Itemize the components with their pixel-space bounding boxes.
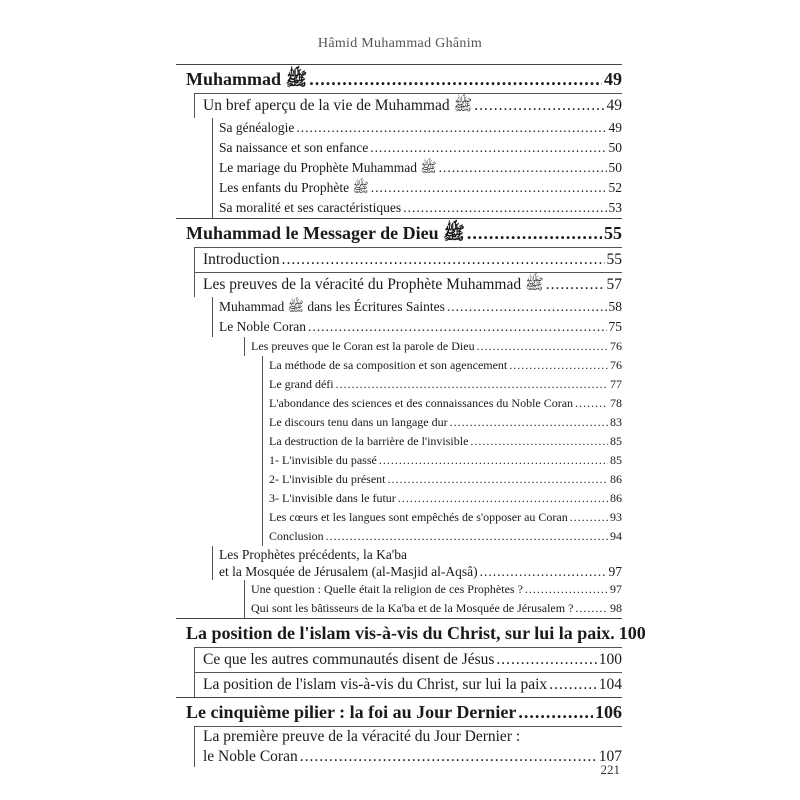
toc-entry-label: Le cinquième pilier : la foi au Jour Dernier: [186, 702, 517, 722]
toc-entry[interactable]: [244, 599, 622, 618]
toc-entry[interactable]: [194, 93, 622, 118]
toc-entry-page: 77: [610, 377, 622, 391]
toc-entry[interactable]: [262, 508, 622, 527]
toc-entry-page: 50: [608, 140, 622, 155]
toc-entry-label: Muhammad ﷺ: [186, 69, 308, 89]
toc-entry-page: 98: [610, 601, 622, 615]
toc-entry-label: Sa naissance et son enfance: [219, 140, 369, 155]
toc-entry[interactable]: [262, 470, 622, 489]
toc-entry-label: le Noble Coran: [203, 748, 298, 765]
toc-entry[interactable]: [176, 697, 622, 726]
toc-entry-label: Ce que les autres communautés disent de Jésus: [203, 651, 495, 668]
toc-entry-label: 1- L'invisible du passé: [269, 453, 377, 467]
toc-entry-page: 100: [618, 623, 646, 643]
toc-entry-page: 93: [610, 510, 622, 524]
dot-leader: [450, 413, 608, 432]
toc-entry[interactable]: [176, 218, 622, 247]
dot-leader: [575, 599, 608, 618]
toc-entry-page: 49: [608, 120, 622, 135]
toc-entry[interactable]: [262, 413, 622, 432]
toc-entry-label: La position de l'islam vis-à-vis du Christ, sur lui la paix: [203, 676, 548, 693]
toc-entry-label: L'abondance des sciences et des connaissances du Noble Coran: [269, 396, 574, 410]
dot-leader: [282, 248, 605, 272]
toc-entry-page: 100: [598, 651, 622, 668]
toc-entry-label: Sa moralité et ses caractéristiques: [219, 200, 402, 215]
toc-entry-page: 104: [598, 676, 622, 693]
toc-entry-page: 49: [604, 69, 622, 89]
dot-leader: [509, 356, 608, 375]
toc-entry-page: 76: [610, 358, 622, 372]
toc-entry-label: La méthode de sa composition et son agencement: [269, 358, 508, 372]
dot-leader: [518, 698, 593, 726]
toc-entry-page: 58: [608, 299, 622, 314]
toc-entry-label: La position de l'islam vis-à-vis du Christ, sur lui la paix.: [186, 623, 615, 643]
dot-leader: [336, 375, 608, 394]
toc-entry-label: Le discours tenu dans un langage dur: [269, 415, 448, 429]
toc-entry-page: 86: [610, 491, 622, 505]
toc-entry-page: 97: [610, 582, 622, 596]
toc-entry[interactable]: [194, 647, 622, 672]
toc-entry-page: 57: [606, 276, 622, 293]
toc-entry-page: 75: [608, 319, 622, 334]
toc-entry-label: Le grand défi: [269, 377, 334, 391]
dot-leader: [296, 118, 606, 138]
toc-entry-label: Les enfants du Prophète ﷺ: [219, 180, 369, 195]
toc-entry-label: Les cœurs et les langues sont empêchés de s'opposer au Coran: [269, 510, 568, 524]
dot-leader: [467, 219, 602, 247]
toc-entry[interactable]: [194, 726, 622, 767]
toc-entry[interactable]: [212, 297, 622, 317]
toc-entry[interactable]: [244, 337, 622, 356]
toc-entry[interactable]: [212, 546, 622, 580]
dot-leader: [309, 65, 602, 93]
dot-leader: [570, 508, 608, 527]
running-header: Hâmid Muhammad Ghânim: [317, 36, 483, 51]
toc-entry[interactable]: [212, 118, 622, 138]
toc-entry[interactable]: [262, 432, 622, 451]
toc-entry-page: 94: [610, 529, 622, 543]
dot-leader: [525, 580, 608, 599]
toc-entry[interactable]: [194, 672, 622, 697]
dot-leader: [379, 451, 608, 470]
toc-entry[interactable]: [212, 198, 622, 218]
toc-entry[interactable]: [244, 580, 622, 599]
toc-entry-label: 2- L'invisible du présent: [269, 472, 386, 486]
toc-entry-page: 107: [598, 748, 622, 765]
toc-entry-label: Qui sont les bâtisseurs de la Ka'ba et de la Mosquée de Jérusalem ?: [251, 601, 574, 615]
table-of-contents: [176, 64, 646, 767]
toc-entry[interactable]: [212, 178, 622, 198]
dot-leader: [308, 317, 607, 337]
toc-entry-label-line1: La première preuve de la véracité du Jour Dernier :: [203, 728, 521, 745]
dot-leader: [496, 648, 596, 672]
toc-entry[interactable]: [194, 247, 622, 272]
toc-entry-label: La destruction de la barrière de l'invisible: [269, 434, 469, 448]
toc-entry-label: Le mariage du Prophète Muhammad ﷺ: [219, 160, 437, 175]
toc-entry-page: 53: [608, 200, 622, 215]
dot-leader: [546, 273, 605, 297]
toc-entry-label: Sa généalogie: [219, 120, 295, 135]
page-number: 221: [600, 762, 620, 777]
dot-leader: [300, 747, 597, 767]
toc-entry-page: 50: [608, 160, 622, 175]
toc-entry[interactable]: [176, 64, 622, 93]
toc-entry-page: 52: [608, 180, 622, 195]
toc-entry[interactable]: [262, 375, 622, 394]
toc-entry-label: 3- L'invisible dans le futur: [269, 491, 396, 505]
toc-entry-label: Muhammad ﷺ dans les Écritures Saintes: [219, 299, 445, 314]
toc-entry-label: Le Noble Coran: [219, 319, 306, 334]
dot-leader: [447, 297, 607, 317]
dot-leader: [480, 563, 607, 580]
toc-entry-page: 106: [595, 702, 622, 722]
toc-entry-label: Muhammad le Messager de Dieu ﷺ: [186, 223, 465, 243]
dot-leader: [371, 178, 607, 198]
toc-entry[interactable]: [262, 451, 622, 470]
toc-entry[interactable]: [176, 618, 646, 647]
dot-leader: [575, 394, 608, 413]
dot-leader: [398, 489, 608, 508]
toc-entry-label: Les preuves que le Coran est la parole de Dieu: [251, 339, 475, 353]
toc-entry-label: Les preuves de la véracité du Prophète Muhammad ﷺ: [203, 276, 544, 293]
toc-entry-label: et la Mosquée de Jérusalem (al-Masjid al-Aqsâ): [219, 564, 478, 579]
toc-entry[interactable]: [262, 489, 622, 508]
toc-entry-page: 97: [608, 564, 622, 579]
toc-entry[interactable]: [194, 272, 622, 297]
dot-leader: [326, 527, 608, 546]
dot-leader: [477, 337, 608, 356]
toc-entry-label: Introduction: [203, 251, 280, 268]
toc-entry-page: 55: [606, 251, 622, 268]
toc-entry[interactable]: [212, 158, 622, 178]
toc-entry[interactable]: [212, 317, 622, 337]
toc-entry-label: Un bref aperçu de la vie de Muhammad ﷺ: [203, 97, 473, 114]
toc-entry[interactable]: [262, 394, 622, 413]
dot-leader: [439, 158, 607, 178]
dot-leader: [403, 198, 606, 218]
dot-leader: [470, 432, 608, 451]
toc-entry-page: 76: [610, 339, 622, 353]
toc-entry[interactable]: [262, 527, 622, 546]
dot-leader: [387, 470, 608, 489]
toc-entry-page: 78: [610, 396, 622, 410]
toc-entry-page: 83: [610, 415, 622, 429]
toc-entry-page: 85: [610, 453, 622, 467]
dot-leader: [474, 94, 604, 118]
dot-leader: [549, 673, 597, 697]
toc-entry[interactable]: [212, 138, 622, 158]
toc-entry-page: 86: [610, 472, 622, 486]
toc-entry-page: 49: [606, 97, 622, 114]
toc-entry[interactable]: [262, 356, 622, 375]
toc-entry-label: Conclusion: [269, 529, 324, 543]
toc-entry-page: 55: [604, 223, 622, 243]
dot-leader: [370, 138, 606, 158]
toc-entry-page: 85: [610, 434, 622, 448]
toc-entry-label: Une question : Quelle était la religion de ces Prophètes ?: [251, 582, 523, 596]
toc-entry-label-line1: Les Prophètes précédents, la Ka'ba: [219, 547, 407, 562]
